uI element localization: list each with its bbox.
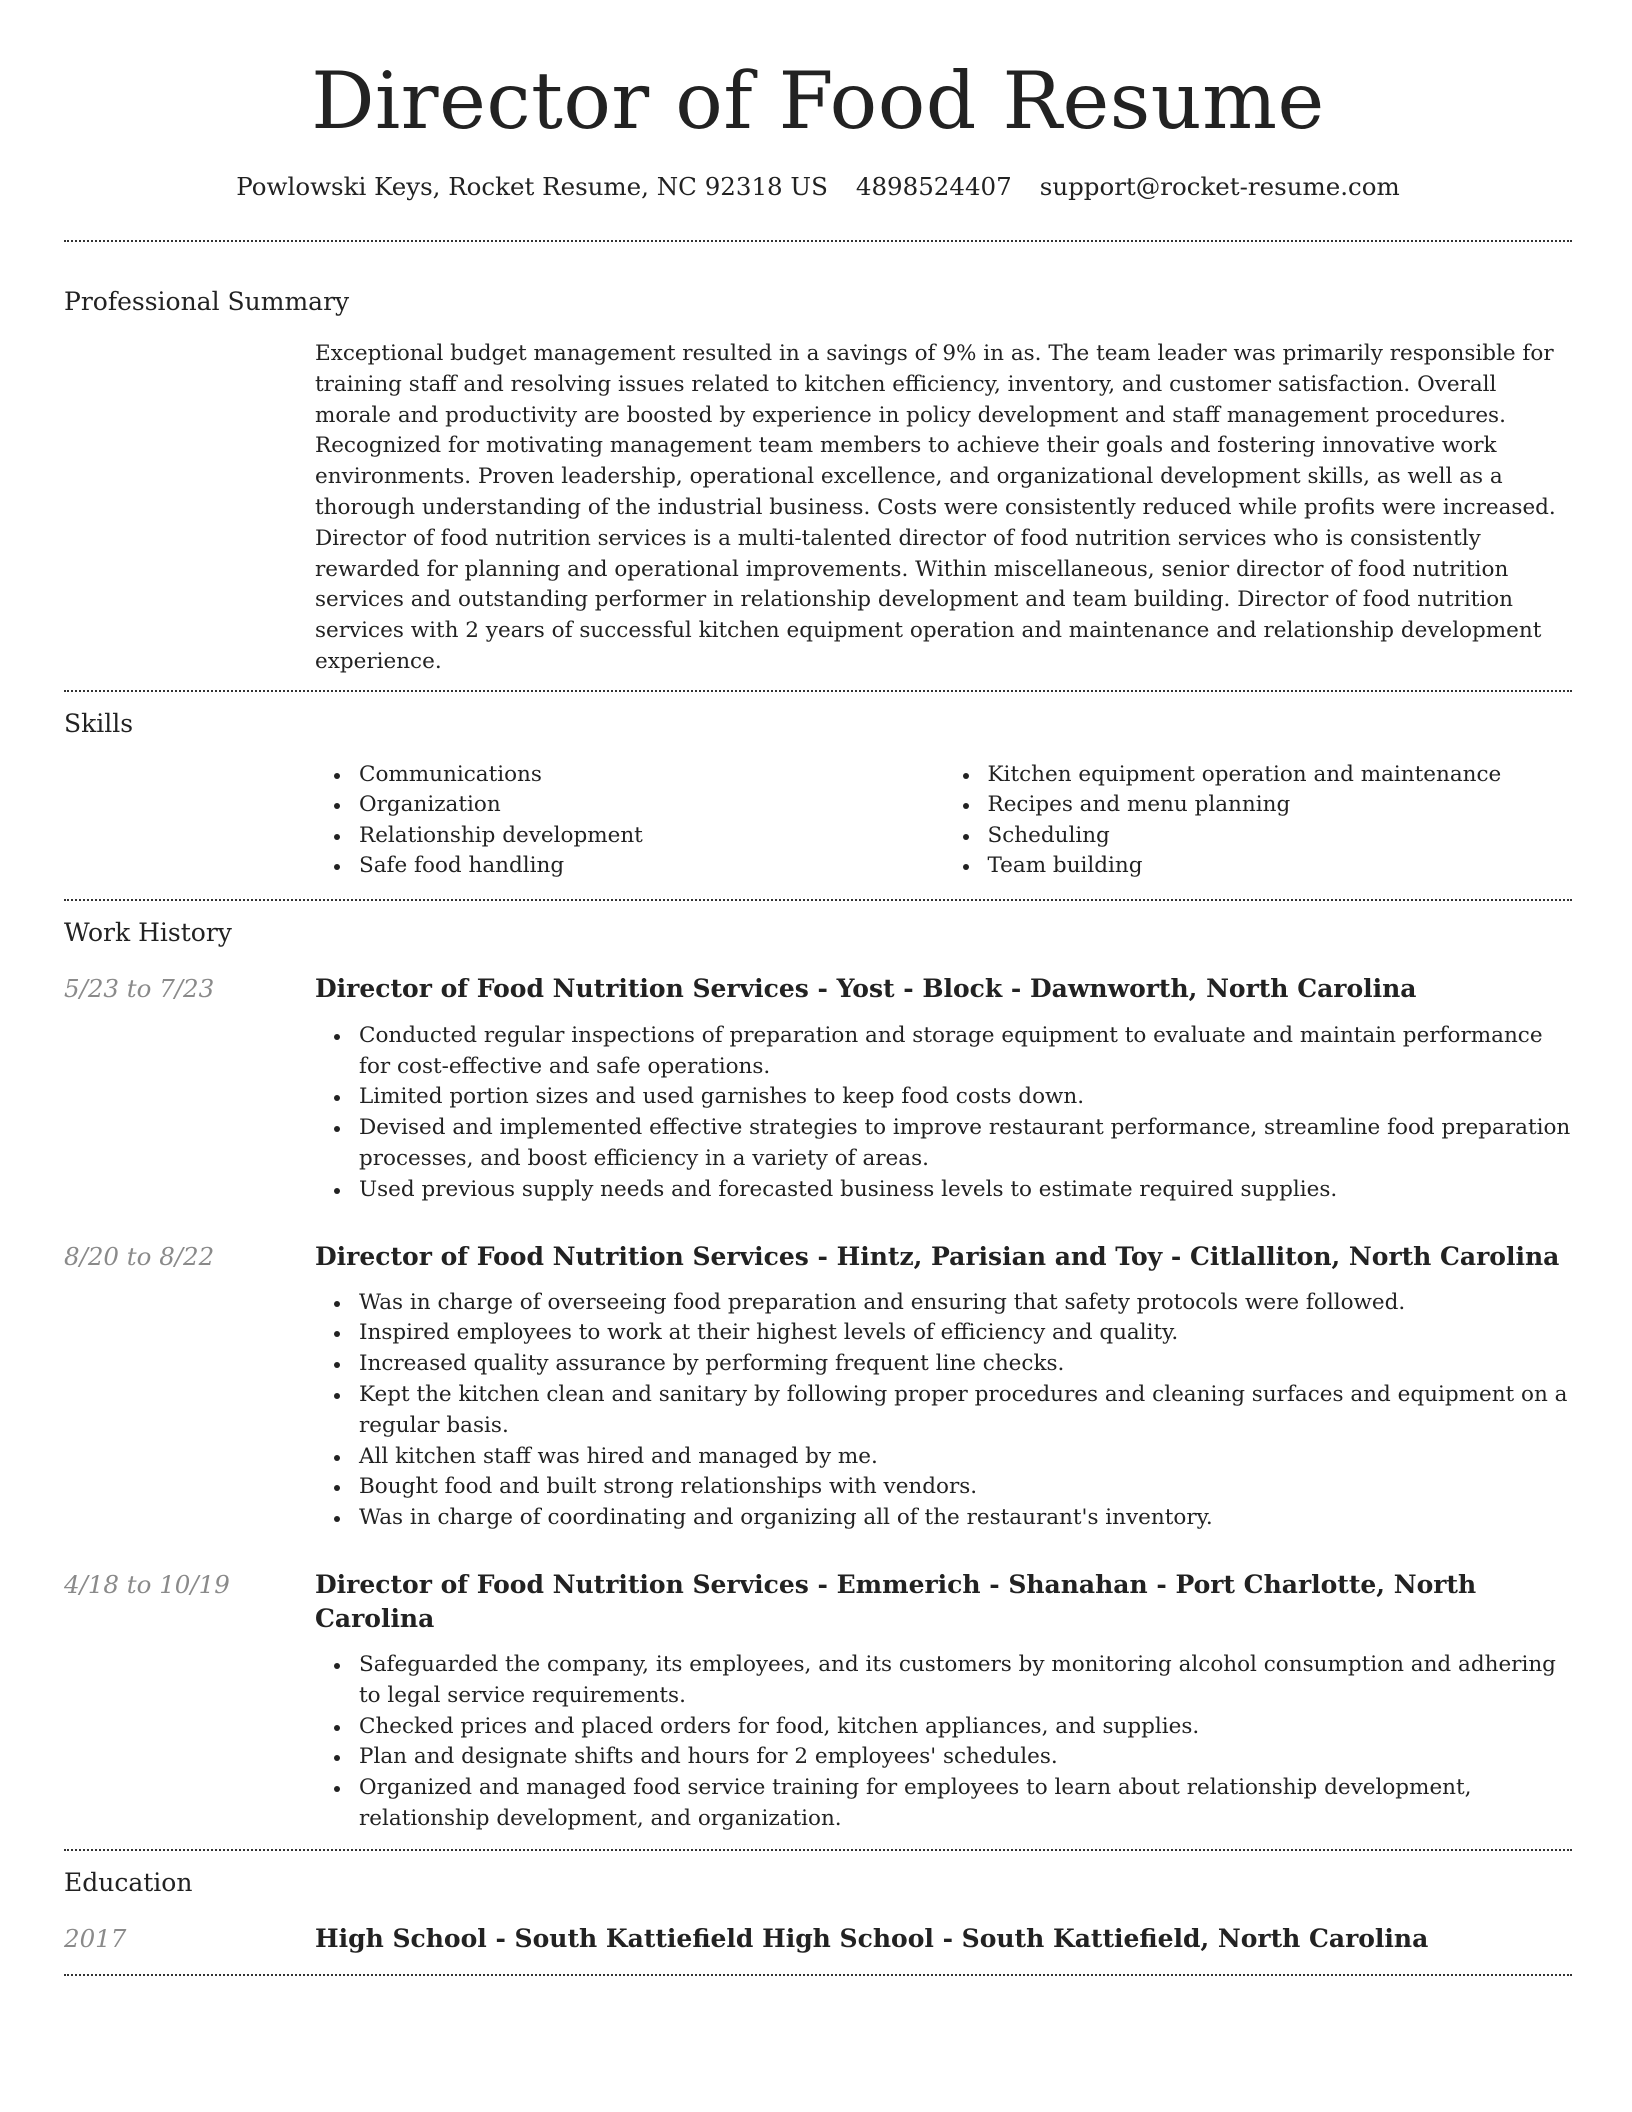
- job-bullet: Organized and managed food service training for employees to learn about relationship development, relationship development, and organization.: [359, 1773, 1572, 1835]
- job-bullet: Was in charge of overseeing food preparation and ensuring that safety protocols were followed.: [359, 1288, 1572, 1319]
- divider: [64, 1974, 1572, 1976]
- skill-item: Safe food handling: [359, 851, 944, 882]
- contact-phone: 4898524407: [855, 172, 1012, 201]
- education-title: High School - South Kattiefield High School - South Kattiefield, North Carolina: [315, 1923, 1429, 1953]
- job-bullets: [315, 1650, 1572, 1835]
- skill-item: Team building: [988, 851, 1573, 882]
- job-bullet: Inspired employees to work at their highest levels of efficiency and quality.: [359, 1318, 1572, 1349]
- job-bullet: Increased quality assurance by performing frequent line checks.: [359, 1349, 1572, 1380]
- skill-item: Recipes and menu planning: [988, 790, 1573, 821]
- summary-text: Exceptional budget management resulted in a savings of 9% in as. The team leader was primarily responsible for training staff and resolving issues related to kitchen efficiency, inventory, and customer satisfaction. Overall morale and productivity are boosted by experience in policy development and staff management procedures. Recognized for motivating management team members to achieve their goals and fostering innovative work environments. Proven leadership, operational excellence, and organizational development skills, as well as a thorough understanding of the industrial business. Costs were consistently reduced while profits were increased. Director of food nutrition services is a multi-talented director of food nutrition services who is consistently rewarded for planning and operational improvements. Within miscellaneous, senior director of food nutrition services and outstanding performer in relationship development and team building. Director of food nutrition services with 2 years of successful kitchen equipment operation and maintenance and relationship development experience.: [315, 341, 1556, 674]
- education-date: 2017: [64, 1923, 127, 1953]
- section-heading: Education: [64, 1867, 193, 1897]
- education-section: [64, 1851, 1572, 1956]
- resume-page: [64, 0, 1572, 1976]
- job-entry: [64, 972, 1572, 1206]
- job-bullet: Devised and implemented effective strategies to improve restaurant performance, streamline food preparation processes, and boost efficiency in a variety of areas.: [359, 1113, 1572, 1175]
- job-bullet: Used previous supply needs and forecasted business levels to estimate required supplies.: [359, 1175, 1572, 1206]
- job-bullet: Safeguarded the company, its employees, and its customers by monitoring alcohol consumption and adhering to legal service requirements.: [359, 1650, 1572, 1712]
- section-heading: Skills: [64, 708, 134, 738]
- section-heading: Professional Summary: [64, 287, 350, 316]
- job-bullet: Limited portion sizes and used garnishes to keep food costs down.: [359, 1082, 1572, 1113]
- professional-summary-section: [64, 242, 1572, 678]
- skill-item: Kitchen equipment operation and maintenance: [988, 760, 1573, 791]
- job-date: 4/18 to 10/19: [64, 1569, 230, 1599]
- job-bullet: Checked prices and placed orders for food, kitchen appliances, and supplies.: [359, 1712, 1572, 1743]
- contact-line: [64, 170, 1572, 204]
- job-title: Director of Food Nutrition Services - Yost - Block - Dawnworth, North Carolina: [315, 973, 1417, 1003]
- job-bullets: [315, 1288, 1572, 1534]
- job-date: 5/23 to 7/23: [64, 973, 215, 1003]
- education-entry: [64, 1922, 1572, 1956]
- job-bullet: All kitchen staff was hired and managed by me.: [359, 1442, 1572, 1473]
- job-date: 8/20 to 8/22: [64, 1241, 215, 1271]
- job-bullet: Kept the kitchen clean and sanitary by following proper procedures and cleaning surfaces and equipment on a regular basis.: [359, 1380, 1572, 1442]
- job-bullets: [315, 1021, 1572, 1206]
- resume-title: Director of Food Resume: [311, 55, 1325, 147]
- job-entry: [64, 1568, 1572, 1835]
- job-title: Director of Food Nutrition Services - Emmerich - Shanahan - Port Charlotte, North Carolina: [315, 1569, 1477, 1633]
- skill-item: Relationship development: [359, 821, 944, 852]
- job-title: Director of Food Nutrition Services - Hintz, Parisian and Toy - Citlalliton, North Carolina: [315, 1241, 1560, 1271]
- job-bullet: Plan and designate shifts and hours for 2 employees' schedules.: [359, 1742, 1572, 1773]
- skill-item: Organization: [359, 790, 944, 821]
- skills-list-left: [315, 760, 944, 882]
- job-bullet: Was in charge of coordinating and organizing all of the restaurant's inventory.: [359, 1503, 1572, 1534]
- skills-section: [64, 692, 1572, 882]
- skill-item: Scheduling: [988, 821, 1573, 852]
- section-heading: Work History: [64, 917, 232, 947]
- job-bullet: Bought food and built strong relationships with vendors.: [359, 1472, 1572, 1503]
- skill-item: Communications: [359, 760, 944, 791]
- job-bullet: Conducted regular inspections of preparation and storage equipment to evaluate and maintain performance for cost-effective and safe operations.: [359, 1021, 1572, 1083]
- job-entry: [64, 1240, 1572, 1534]
- skills-list-right: [944, 760, 1573, 882]
- work-history-section: [64, 901, 1572, 1835]
- contact-email[interactable]: support@rocket-resume.com: [1039, 172, 1400, 201]
- contact-address: Powlowski Keys, Rocket Resume, NC 92318 US: [236, 172, 828, 201]
